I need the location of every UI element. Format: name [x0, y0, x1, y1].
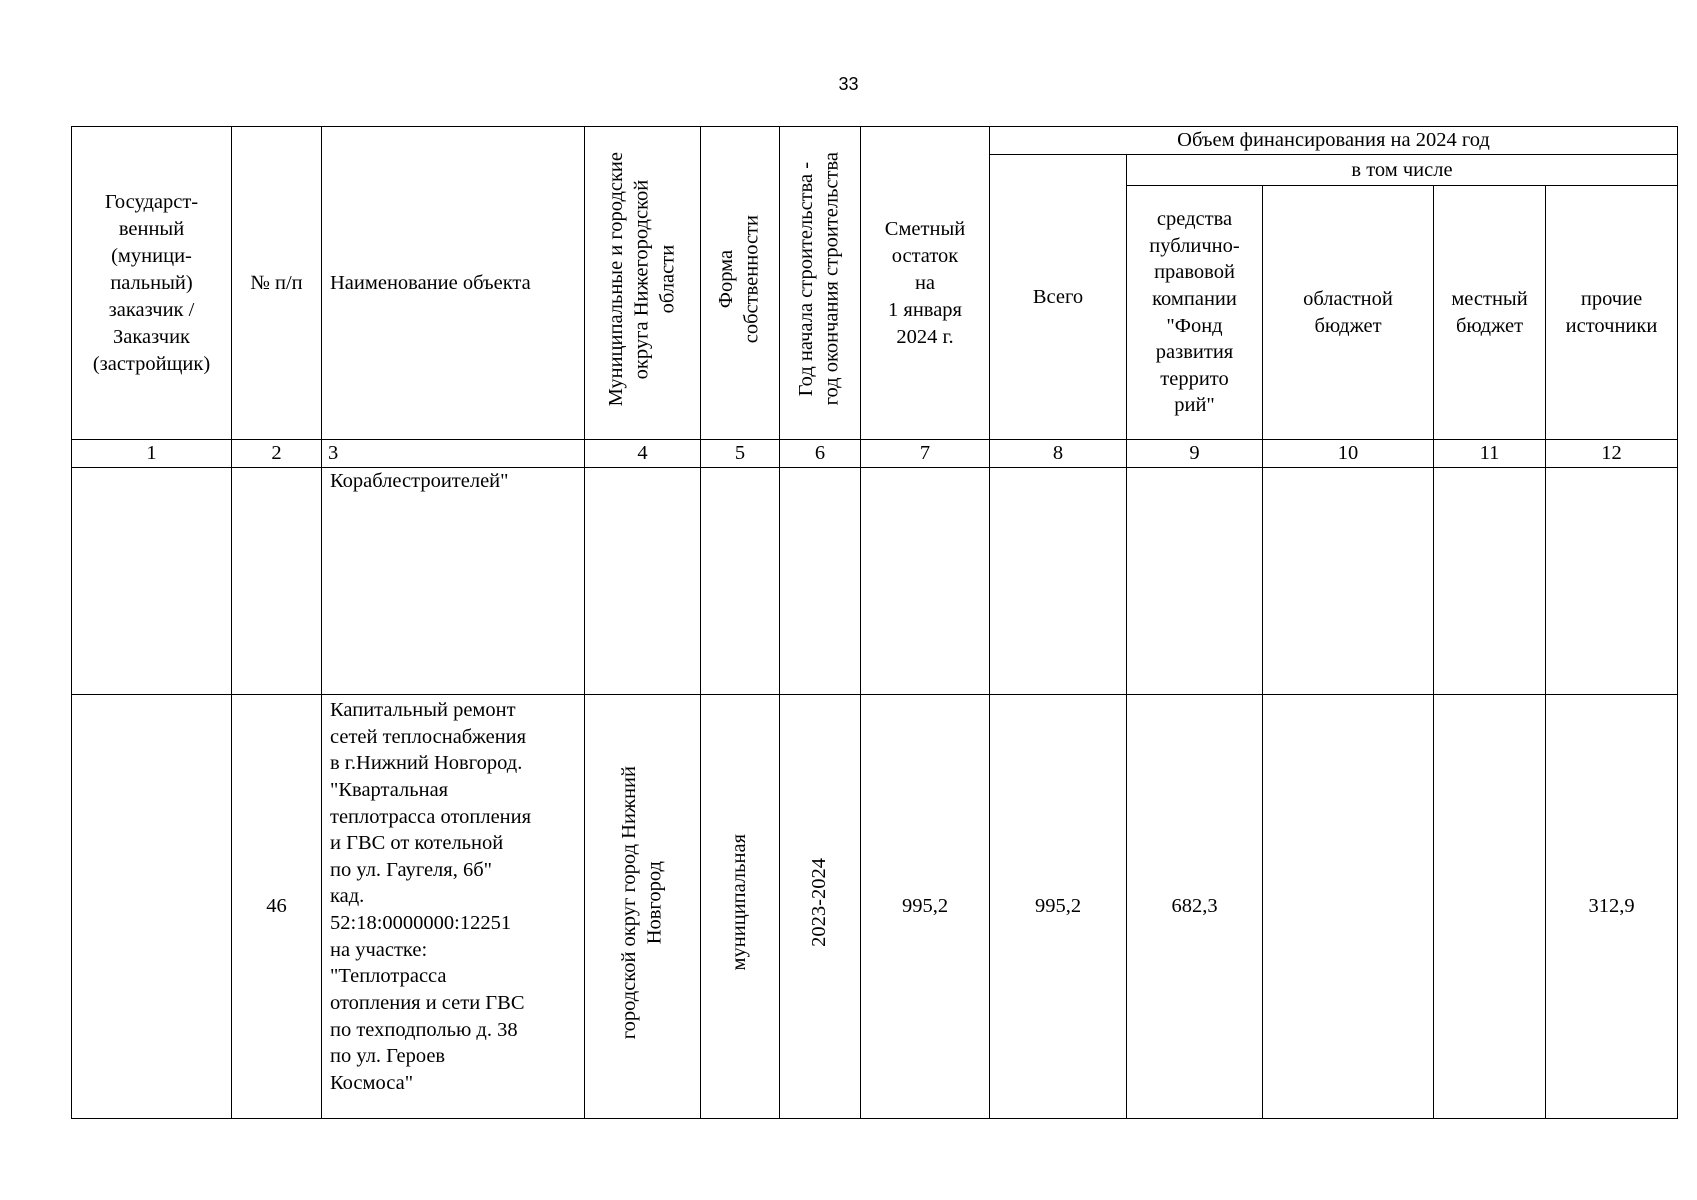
column-number: 12: [1546, 440, 1678, 468]
cell-years: 2023-2024: [780, 695, 861, 1119]
cell-num: [232, 468, 322, 695]
header-total: Всего: [990, 155, 1127, 440]
cell-estimate: 995,2: [861, 695, 990, 1119]
column-number: 6: [780, 440, 861, 468]
cell-customer: [72, 695, 232, 1119]
cell-other: [1546, 468, 1678, 695]
cell-municipality: городской округ город Нижний Новгород: [585, 695, 701, 1119]
cell-num: 46: [232, 695, 322, 1119]
header-customer: Государст- венный (муници- пальный) заказчик / Заказчик (застройщик): [72, 127, 232, 440]
cell-local: [1434, 468, 1546, 695]
header-fund: средства публично- правовой компании "Фонд развития террито рий": [1127, 186, 1263, 440]
cell-customer: [72, 468, 232, 695]
cell-local: [1434, 695, 1546, 1119]
header-estimate: Сметный остаток на 1 января 2024 г.: [861, 127, 990, 440]
header-object-name: Наименование объекта: [322, 127, 585, 440]
header-row: [72, 127, 1678, 155]
header-municipality: Муниципальные и городские округа Нижегородской области: [585, 127, 701, 440]
cell-fund: 682,3: [1127, 695, 1263, 1119]
column-number: 3: [322, 440, 585, 468]
cell-regional: [1263, 468, 1434, 695]
header-num: № п/п: [232, 127, 322, 440]
column-number: 2: [232, 440, 322, 468]
header-years: Год начала строительства - год окончания строительства: [780, 127, 861, 440]
header-other: прочие источники: [1546, 186, 1678, 440]
cell-municipality: [585, 468, 701, 695]
column-number: 11: [1434, 440, 1546, 468]
cell-total: [990, 468, 1127, 695]
header-ownership: Форма собственности: [701, 127, 780, 440]
cell-estimate: [861, 468, 990, 695]
header-including: в том числе: [1127, 155, 1678, 186]
header-local: местный бюджет: [1434, 186, 1546, 440]
cell-years: [780, 468, 861, 695]
cell-other: 312,9: [1546, 695, 1678, 1119]
cell-fund: [1127, 468, 1263, 695]
column-number: 9: [1127, 440, 1263, 468]
column-number: 4: [585, 440, 701, 468]
column-number: 10: [1263, 440, 1434, 468]
cell-ownership: [701, 468, 780, 695]
column-numbers-row: [72, 440, 1678, 468]
column-number: 5: [701, 440, 780, 468]
cell-object-name: Капитальный ремонт сетей теплоснабжения в г.Нижний Новгород. "Квартальная теплотрасса отопления и ГВС от котельной по ул. Гаугеля, 6б" кад. 52:18:0000000:12251 на участке: "Теплотрасса отопления и сети ГВС по техподполью д. 38 по ул. Героев Космоса": [322, 695, 585, 1119]
table-row: [72, 468, 1678, 695]
cell-object-name: Кораблестроителей": [322, 468, 585, 695]
column-number: 7: [861, 440, 990, 468]
page-number: 33: [838, 74, 859, 94]
header-funding-group: Объем финансирования на 2024 год: [990, 127, 1678, 155]
funding-table: [71, 126, 1678, 1119]
header-regional: областной бюджет: [1263, 186, 1434, 440]
table-row: [72, 695, 1678, 1119]
cell-regional: [1263, 695, 1434, 1119]
column-number: 1: [72, 440, 232, 468]
column-number: 8: [990, 440, 1127, 468]
cell-ownership: муниципальная: [701, 695, 780, 1119]
cell-total: 995,2: [990, 695, 1127, 1119]
